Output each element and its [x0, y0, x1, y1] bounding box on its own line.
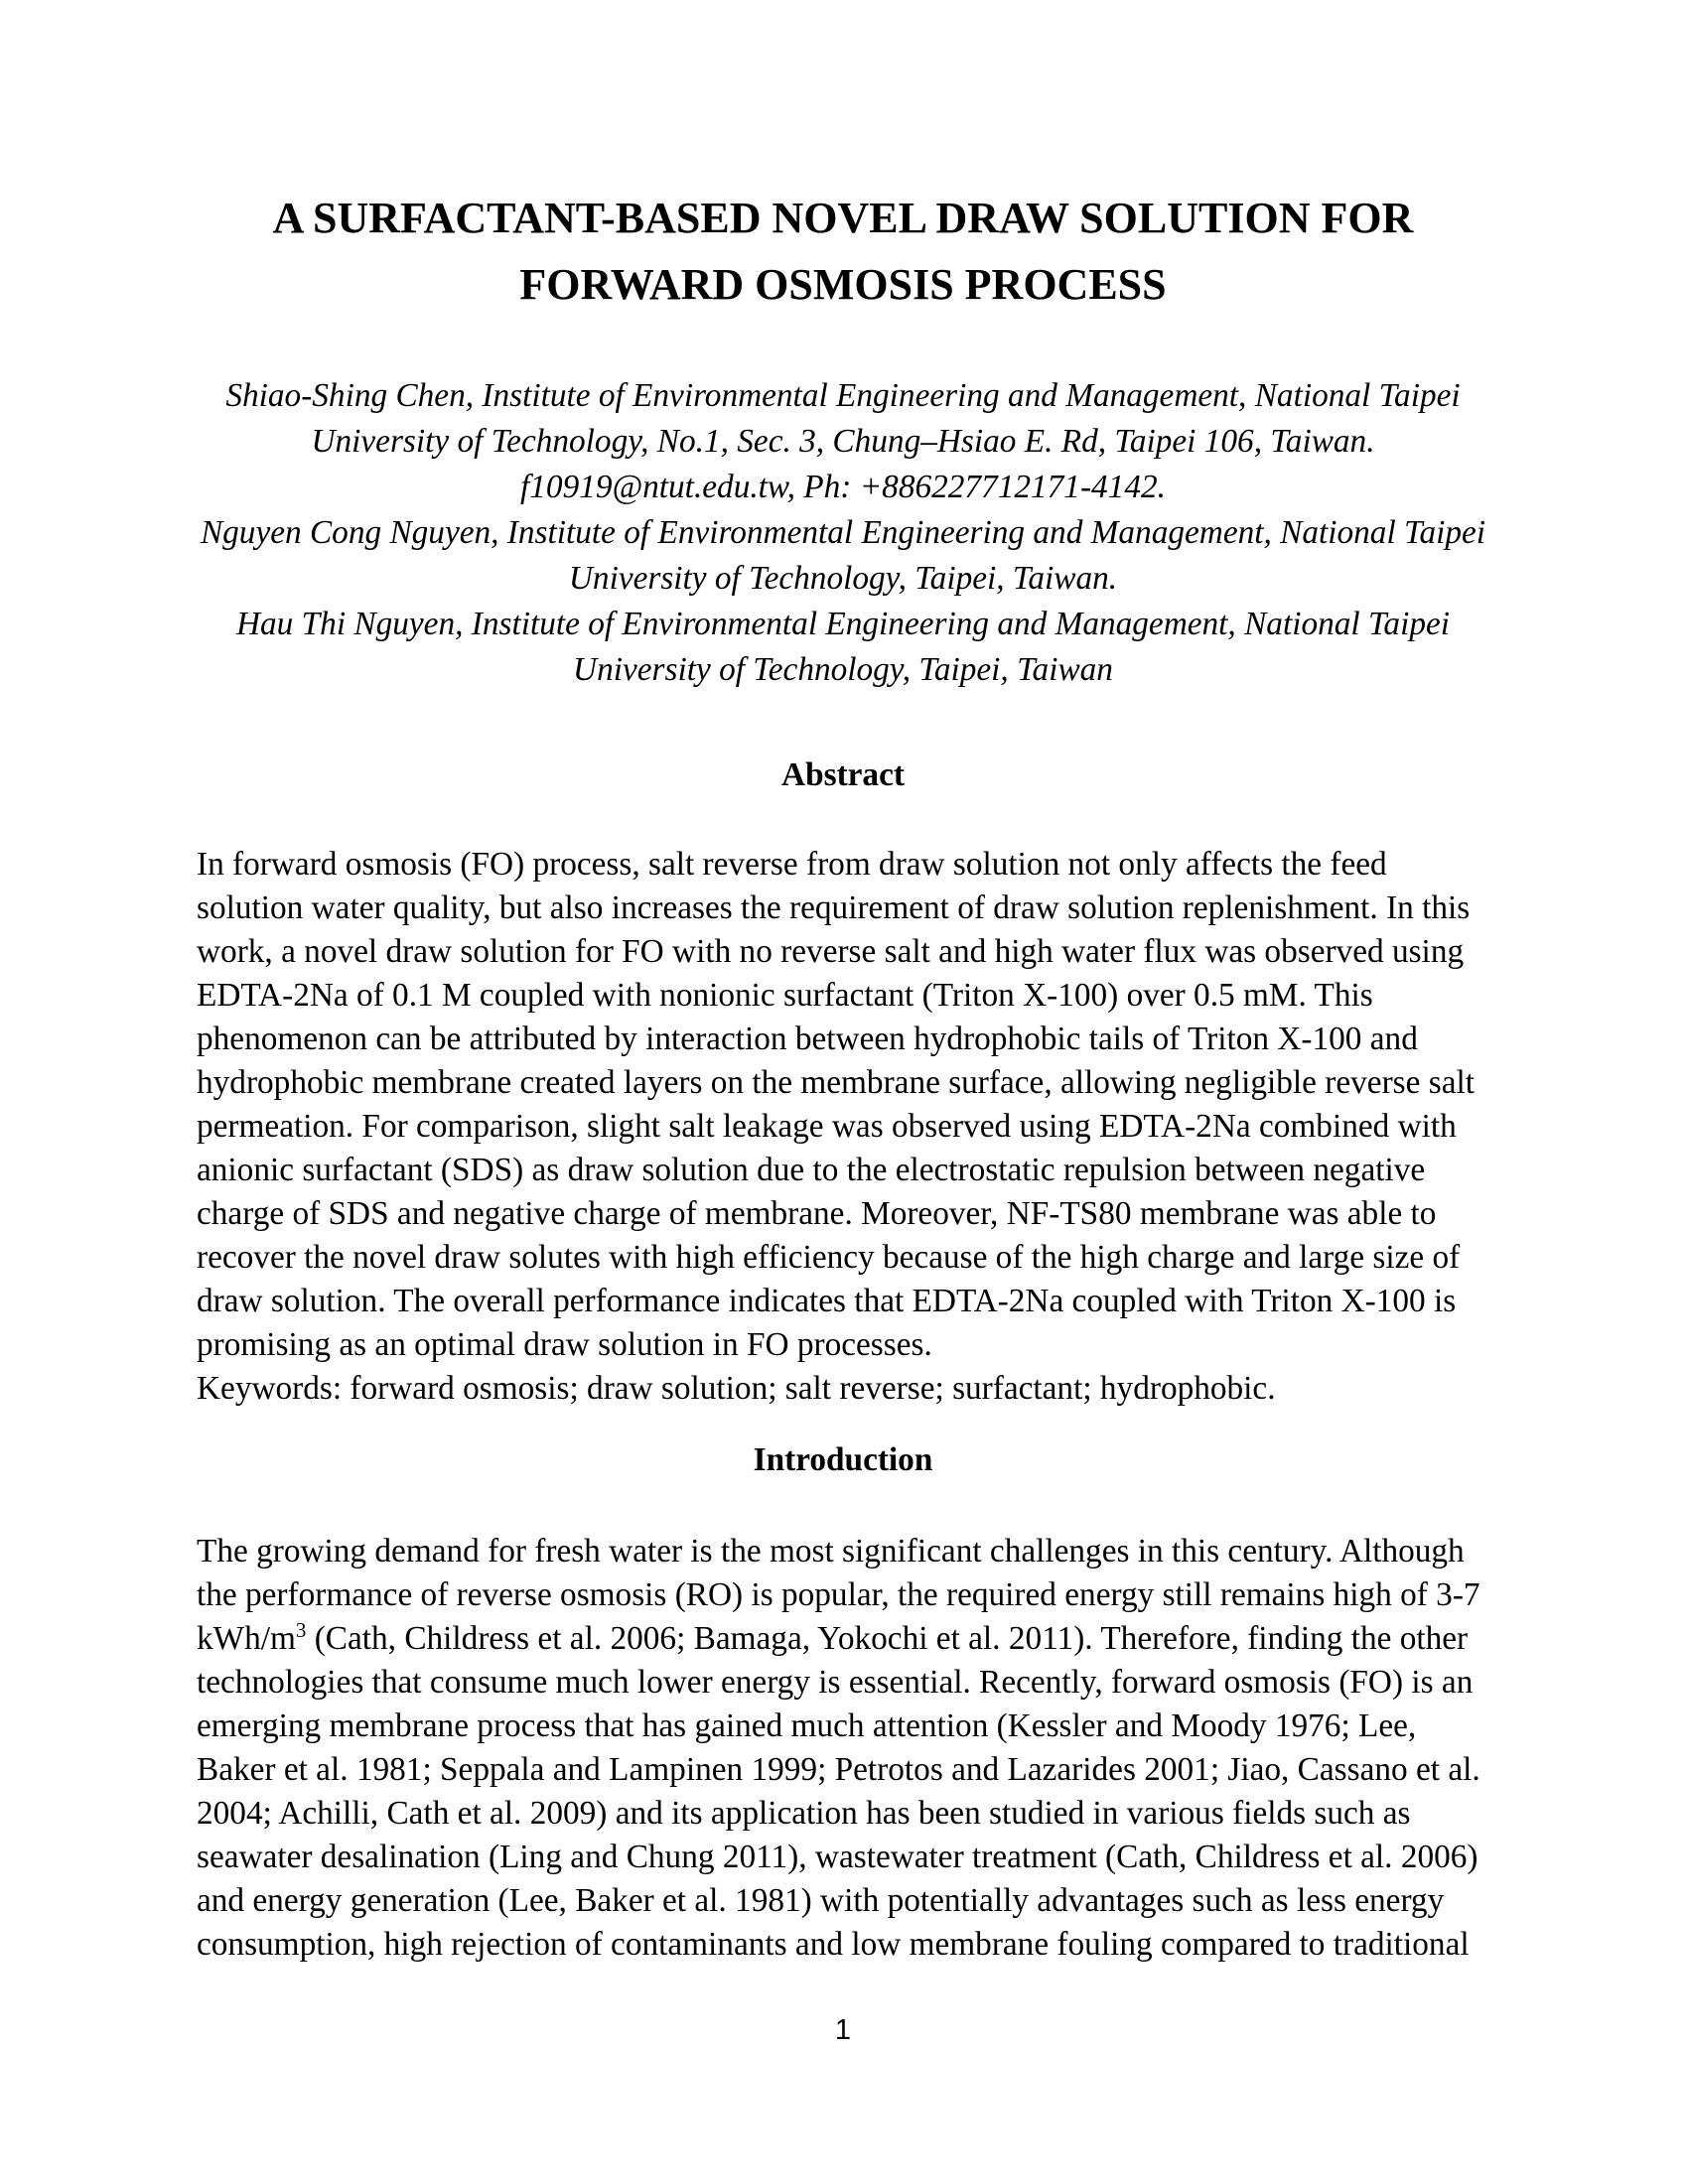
cubic-meter-superscript: 3 [295, 1617, 307, 1642]
author-contact-email: f10919@ntut.edu.tw, Ph: +886227712171-4142. [520, 469, 1166, 505]
author-affiliation-1: Shiao-Shing Chen, Institute of Environmental Engineering and Management, National Taipei University of Technology, No.1, Sec. 3, Chung–Hsiao E. Rd, Taipei 106, Taiwan. [225, 377, 1461, 460]
introduction-text-part2: (Cath, Childress et al. 2006; Bamaga, Yokochi et al. 2011). Therefore, finding the other technologies that consume much lower energy is essential. Recently, forward osmosis (FO) is an emerging membrane process that has gained much attention (Kessler and Moody 1976; Lee, Baker et al. 1981; Seppala and Lampinen 1999; Petrotos and Lazarides 2001; Jiao, Cassano et al. 2004; Achilli, Cath et al. 2009) and its application has been studied in various fields such as seawater desalination (Ling and Chung 2011), wastewater treatment (Cath, Childress et al. 2006) and energy generation (Lee, Baker et al. 1981) with potentially advantages such as less energy consumption, high rejection of contaminants and low membrane fouling compared to traditional [197, 1620, 1480, 1963]
abstract-paragraph: In forward osmosis (FO) process, salt reverse from draw solution not only affects the feed solution water quality, but also increases the requirement of draw solution replenishment. In this work, a novel draw solution for FO with no reverse salt and high water flux was observed using EDTA-2Na of 0.1 M coupled with nonionic surfactant (Triton X-100) over 0.5 mM. This phenomenon can be attributed by interaction between hydrophobic tails of Triton X-100 and hydrophobic membrane created layers on the membrane surface, allowing negligible reverse salt permeation. For comparison, slight salt leakage was observed using EDTA-2Na combined with anionic surfactant (SDS) as draw solution due to the electrostatic repulsion between negative charge of SDS and negative charge of membrane. Moreover, NF-TS80 membrane was able to recover the novel draw solutes with high efficiency because of the high charge and large size of draw solution. The overall performance indicates that EDTA-2Na coupled with Triton X-100 is promising as an optimal draw solution in FO processes. [197, 846, 1475, 1363]
author-affiliation-2: Nguyen Cong Nguyen, Institute of Environmental Engineering and Management, National Taipei University of Technology, Taipei, Taiwan. [200, 514, 1486, 597]
keywords-line: Keywords: forward osmosis; draw solution; salt reverse; surfactant; hydrophobic. [197, 1370, 1276, 1407]
introduction-paragraph [197, 1530, 1489, 1967]
abstract-heading: Abstract [781, 756, 905, 793]
introduction-heading: Introduction [753, 1441, 933, 1478]
author-affiliation-3: Hau Thi Nguyen, Institute of Environmental Engineering and Management, National Taipei University of Technology, Taipei, Taiwan [235, 606, 1451, 688]
paper-title: A SURFACTANT-BASED NOVEL DRAW SOLUTION FOR FORWARD OSMOSIS PROCESS [272, 194, 1414, 309]
introduction-text-part1: The growing demand for fresh water is the most significant challenges in this century. Although the performance of reverse osmosis (RO) is popular, the required energy still remains high of 3-7 kWh/m [197, 1533, 1480, 1657]
page-number: 1 [834, 2014, 852, 2046]
authors-block [197, 373, 1489, 693]
